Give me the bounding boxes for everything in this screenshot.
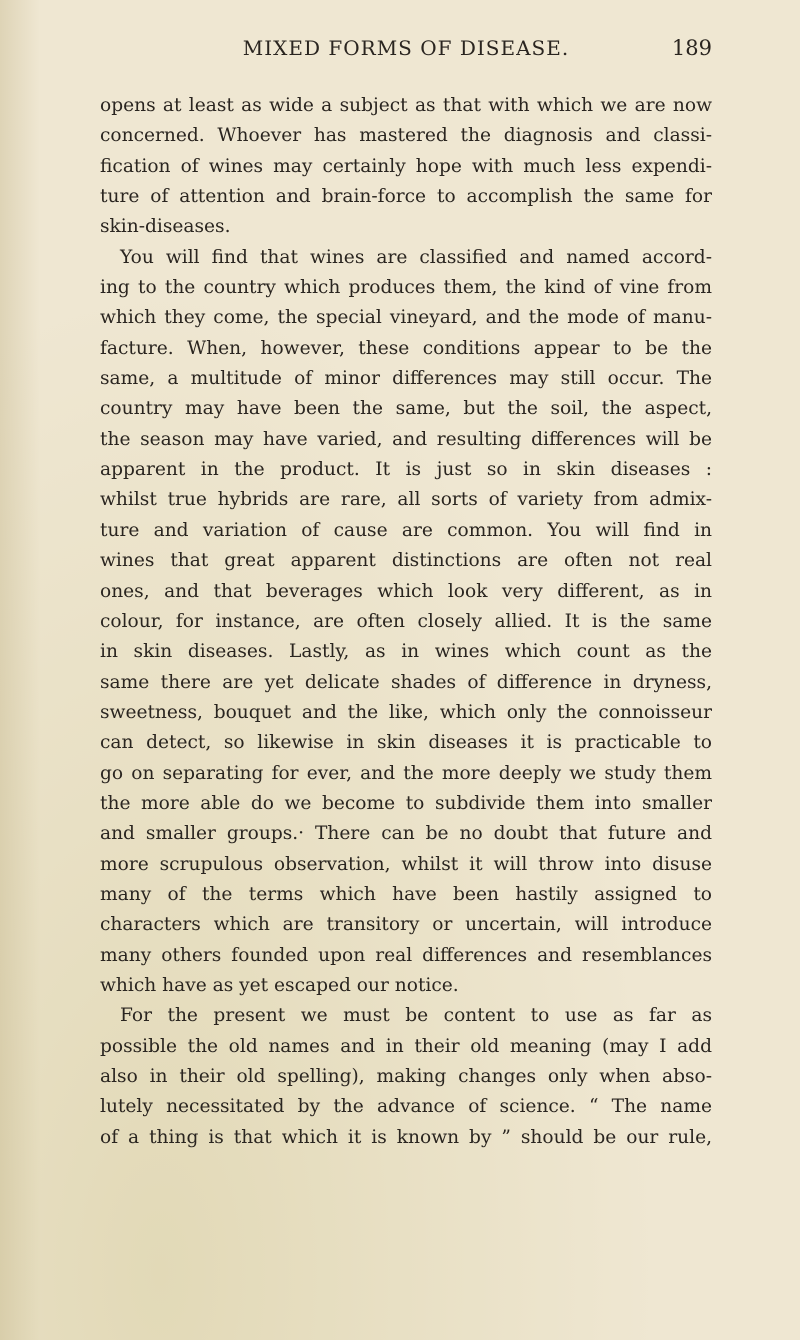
text-line: the more able do we become to subdivide them into smaller xyxy=(100,792,712,814)
text-line: go on separating for ever, and the more deeply we study them xyxy=(100,762,712,784)
text-line: whilst true hybrids are rare, all sorts of variety from admix- xyxy=(100,489,712,511)
text-line: possible the old names and in their old meaning (may I add xyxy=(100,1035,712,1057)
page-number: 189 xyxy=(671,36,712,60)
text-line: many of the terms which have been hastily assigned to xyxy=(100,883,712,905)
text-line: same there are yet delicate shades of difference in dryness, xyxy=(100,671,712,693)
text-line: characters which are transitory or uncertain, will introduce xyxy=(100,914,712,936)
running-title: MIXED FORMS OF DISEASE. xyxy=(242,36,570,60)
text-line: also in their old spelling), making changes only when abso- xyxy=(100,1066,712,1087)
text-line: ing to the country which produces them, the kind of vine from xyxy=(100,277,712,299)
text-line: can detect, so likewise in skin diseases it is practicable to xyxy=(100,732,712,754)
text-line: apparent in the product. It is just so in skin diseases : xyxy=(100,459,712,481)
text-line: wines that great apparent distinctions are often not real xyxy=(100,550,712,572)
text-line: opens at least as wide a subject as that with which we are now xyxy=(100,95,712,116)
body-text xyxy=(100,91,712,1153)
text-line: colour, for instance, are often closely allied. It is the same xyxy=(100,610,712,632)
text-line: the season may have varied, and resulting differences will be xyxy=(100,428,712,450)
text-line: ture and variation of cause are common. You will find in xyxy=(100,519,712,541)
text-line: same, a multitude of minor differences may still occur. The xyxy=(100,368,712,390)
text-line: ture of attention and brain-force to accomplish the same for xyxy=(100,186,712,208)
text-line: more scrupulous observation, whilst it will throw into disuse xyxy=(100,853,712,875)
text-line: country may have been the same, but the soil, the aspect, xyxy=(100,398,712,420)
text-line: which they come, the special vineyard, and the mode of manu- xyxy=(100,307,712,329)
text-line: which have as yet escaped our notice. xyxy=(100,974,459,996)
text-line: lutely necessitated by the advance of science. “ The name xyxy=(100,1096,712,1118)
text-line: skin-diseases. xyxy=(100,216,231,238)
text-line: of a thing is that which it is known by ” should be our rule, xyxy=(100,1126,712,1148)
running-head xyxy=(100,36,712,66)
text-line: You will find that wines are classified and named accord- xyxy=(120,246,712,268)
text-line: in skin diseases. Lastly, as in wines which count as the xyxy=(100,641,712,663)
text-line: many others founded upon real differences and resemblances xyxy=(100,944,712,966)
text-line: and smaller groups.· There can be no doubt that future and xyxy=(100,823,712,845)
text-line: ones, and that beverages which look very different, as in xyxy=(100,580,712,602)
text-line: facture. When, however, these conditions appear to be the xyxy=(100,337,712,359)
text-line: sweetness, bouquet and the like, which only the connoisseur xyxy=(100,701,712,723)
text-line: concerned. Whoever has mastered the diagnosis and classi- xyxy=(100,125,712,147)
text-line: For the present we must be content to use as far as xyxy=(120,1005,712,1027)
text-line: fication of wines may certainly hope with much less expendi- xyxy=(100,155,712,177)
